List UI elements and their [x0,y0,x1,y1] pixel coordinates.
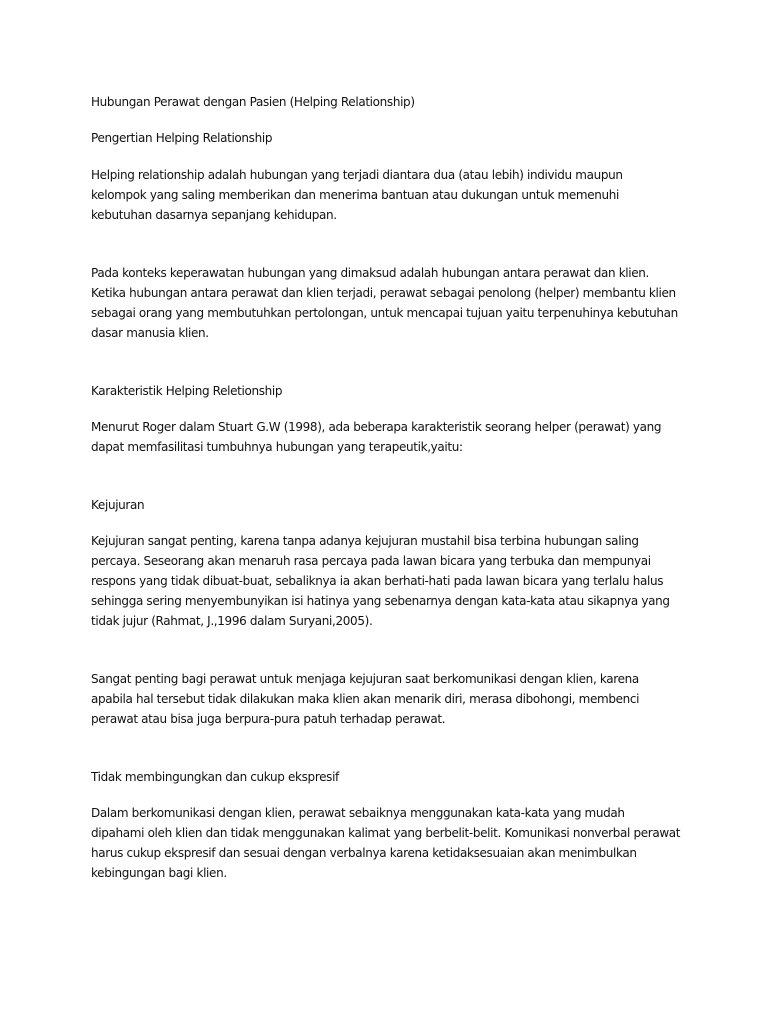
paragraph-ekspresif: Dalam berkomunikasi dengan klien, perawat sebaiknya menggunakan kata-kata yang mudah dipahami oleh klien dan tidak menggunakan kalimat yang berbelit-belit. Komunikasi nonverbal perawat harus cukup ekspresif dan sesuai dengan verbalnya karena ketidaksesuaian akan menimbulkan kebingungan bagi klien. [91,806,681,880]
paragraph-context: Pada konteks keperawatan hubungan yang dimaksud adalah hubungan antara perawat dan klien. Ketika hubungan antara perawat dan klien terjadi, perawat sebagai penolong (helper) membantu klien sebagai orang yang membutuhkan pertolongan, untuk mencapai tujuan yaitu terpenuhinya kebutuhan dasar manusia klien. [91,266,678,340]
document-body [91,92,681,899]
heading-kejujuran: Kejujuran [91,498,145,512]
paragraph-kejujuran-1: Kejujuran sangat penting, karena tanpa adanya kejujuran mustahil bisa terbina hubungan saling percaya. Seseorang akan menaruh rasa percaya pada lawan bicara yang terbuka dan mempunyai respons yang tidak dibuat-buat, sebaliknya ia akan berhati-hati pada lawan bicara yang terlalu halus sehingga sering menyembunyikan isi hatinya yang sebenarnya dengan kata-kata atau sikapnya yang tidak jujur (Rahmat, J.,1996 dalam Suryani,2005). [91,534,670,628]
heading-karakteristik: Karakteristik Helping Reletionship [91,384,283,398]
paragraph-definition: Helping relationship adalah hubungan yang terjadi diantara dua (atau lebih) individu maupun kelompok yang saling memberikan dan menerima bantuan atau dukungan untuk memenuhi kebutuhan dasarnya sepanjang kehidupan. [91,168,623,222]
heading-ekspresif: Tidak membingungkan dan cukup ekspresif [91,770,339,784]
paragraph-kejujuran-2: Sangat penting bagi perawat untuk menjaga kejujuran saat berkomunikasi dengan klien, karena apabila hal tersebut tidak dilakukan maka klien akan menarik diri, merasa dibohongi, membenci perawat atau bisa juga berpura-pura patuh terhadap perawat. [91,672,640,726]
heading-pengertian: Pengertian Helping Relationship [91,131,273,145]
paragraph-roger: Menurut Roger dalam Stuart G.W (1998), ada beberapa karakteristik seorang helper (perawat) yang dapat memfasilitasi tumbuhnya hubungan yang terapeutik,yaitu: [91,420,662,454]
document-title: Hubungan Perawat dengan Pasien (Helping Relationship) [91,95,415,109]
